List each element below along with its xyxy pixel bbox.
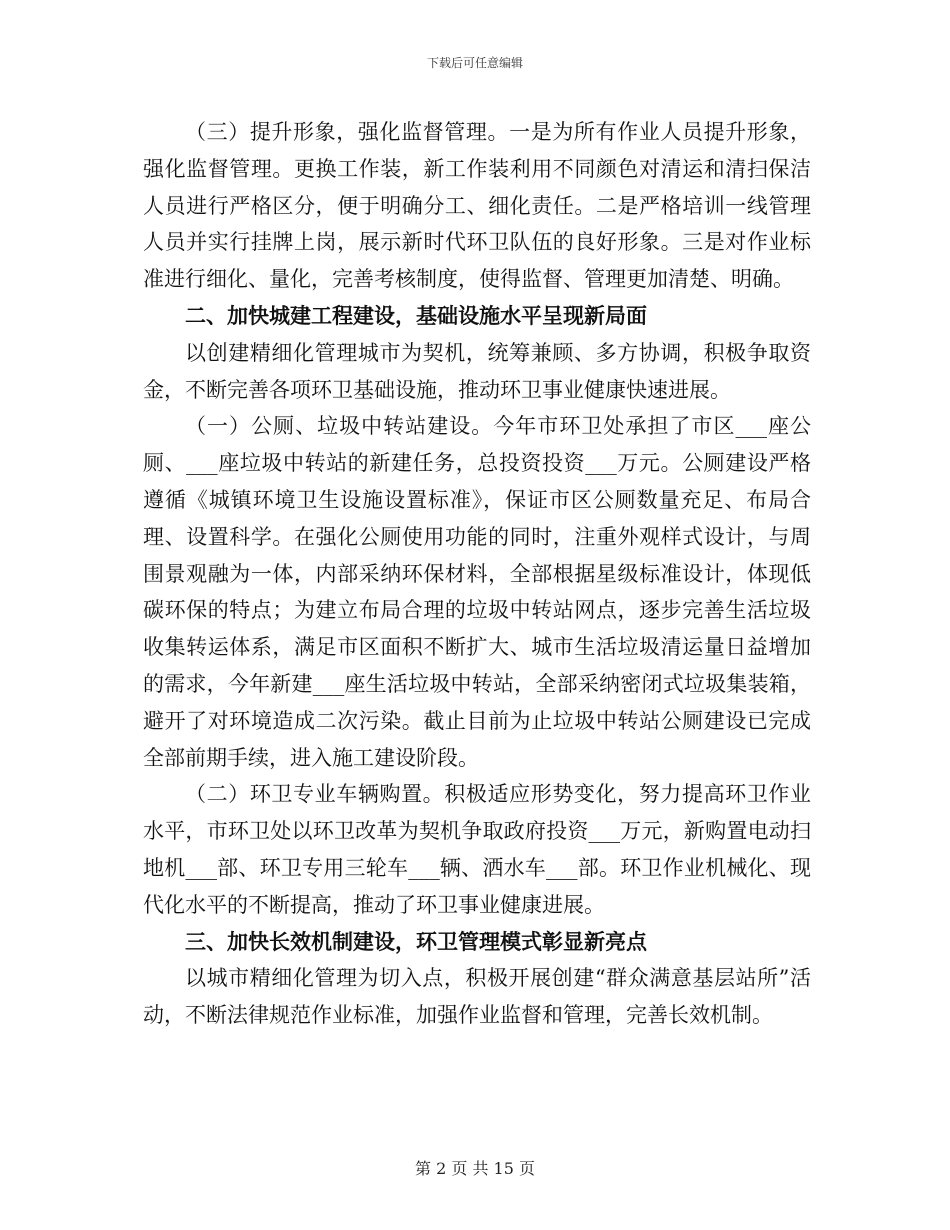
page-footer: 第 2 页 共 15 页	[415, 1159, 535, 1178]
paragraph-section-3-intro: 以城市精细化管理为切入点，积极开展创建“群众满意基层站所”活动，不断法律规范作业标准，加强作业监督和管理，完善长效机制。	[143, 966, 811, 1028]
page-header: 下载后可任意编辑	[426, 56, 523, 70]
paragraph-supervision: （三）提升形象，强化监督管理。一是为所有作业人员提升形象，强化监督管理。更换工作装，新工作装利用不同颜色对清运和清扫保洁人员进行严格区分，便于明确分工、细化责任。二是严格培训一线管理人员并实行挂牌上岗，展示新时代环卫队伍的良好形象。三是对作业标准进行细化、量化，完善考核制度，使得监督、管理更加清楚、明确。	[143, 120, 811, 292]
paragraph-section-2-intro: 以创建精细化管理城市为契机，统筹兼顾、多方协调，积极争取资金，不断完善各项环卫基础设施，推动环卫事业健康快速进展。	[143, 340, 811, 402]
paragraph-vehicle-purchase: （二）环卫专业车辆购置。积极适应形势变化，努力提高环卫作业水平，市环卫处以环卫改革为契机争取政府投资___万元，新购置电动扫地机___部、环卫专用三轮车___辆、洒水车___部。环卫作业机械化、现代化水平的不断提高，推动了环卫事业健康进展。	[143, 782, 811, 917]
document-body	[143, 114, 811, 1034]
section-heading-2: 二、加快城建工程建设，基础设施水平呈现新局面	[185, 303, 647, 328]
section-heading-3: 三、加快长效机制建设，环卫管理模式彰显新亮点	[185, 929, 647, 954]
paragraph-toilets-transfer-stations: （一）公厕、垃圾中转站建设。今年市环卫处承担了市区___座公厕、___座垃圾中转站的新建任务，总投资投资___万元。公厕建设严格遵循《城镇环境卫生设施设置标准》，保证市区公厕数量充足、布局合理、设置科学。在强化公厕使用功能的同时，注重外观样式设计，与周围景观融为一体，内部采纳环保材料，全部根据星级标准设计，体现低碳环保的特点；为建立布局合理的垃圾中转站网点，逐步完善生活垃圾收集转运体系，满足市区面积不断扩大、城市生活垃圾清运量日益增加的需求，今年新建___座生活垃圾中转站，全部采纳密闭式垃圾集装箱，避开了对环境造成二次污染。截止目前为止垃圾中转站公厕建设已完成全部前期手续，进入施工建设阶段。	[143, 414, 811, 770]
